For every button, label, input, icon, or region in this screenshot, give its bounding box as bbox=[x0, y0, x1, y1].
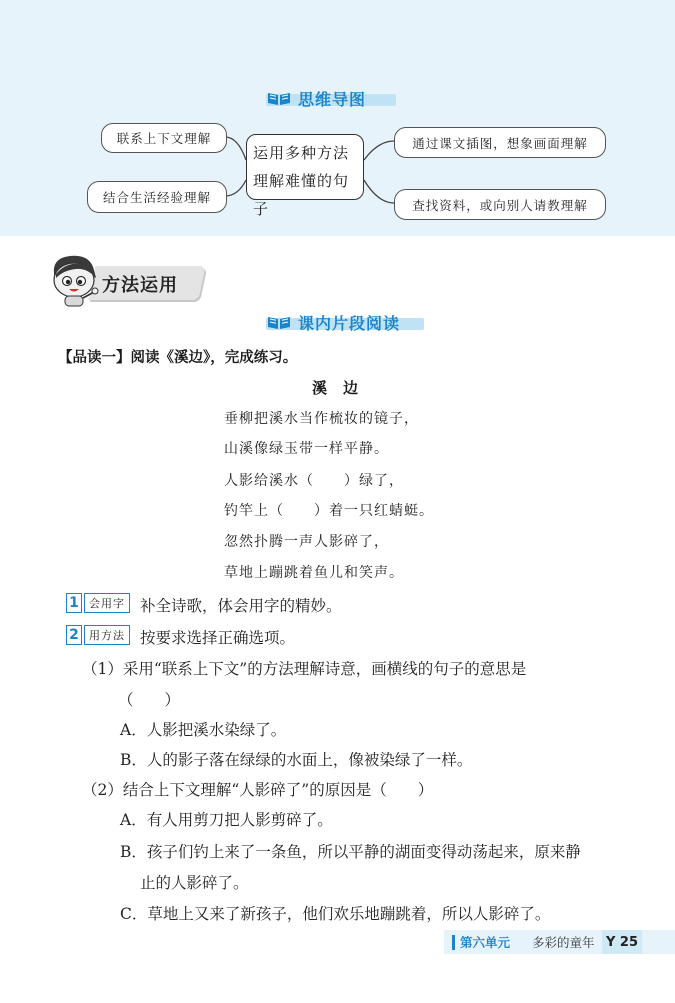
mind-map-center-line: 运用多种方法 bbox=[253, 144, 350, 162]
question-number: 1 bbox=[66, 593, 82, 613]
mind-map-right-node: 通过课文插图，想象画面理解 bbox=[394, 127, 606, 158]
question-tag: 会用字 bbox=[84, 593, 130, 613]
poem-line: 人影给溪水（ ）绿了， bbox=[224, 473, 404, 489]
pindu-instruction: 阅读《溪边》，完成练习。 bbox=[130, 350, 298, 366]
option-a: A．人影把溪水染绿了。 bbox=[120, 721, 287, 739]
page-number: Y 25 bbox=[602, 930, 642, 954]
question-number: 2 bbox=[66, 625, 82, 645]
footer-accent-mark bbox=[452, 935, 455, 950]
option-a: A．有人用剪刀把人影剪碎了。 bbox=[120, 811, 333, 829]
mind-map-left-node: 联系上下文理解 bbox=[101, 123, 227, 153]
question-tag: 用方法 bbox=[84, 625, 130, 645]
option-b: B．孩子们钓上来了一条鱼，所以平静的湖面变得动荡起来，原来静 bbox=[120, 843, 581, 861]
sub-question-2: （2）结合上下文理解“人影碎了”的原因是（ ） bbox=[82, 781, 434, 799]
question-2-marker bbox=[66, 625, 130, 645]
option-b-continued: 止的人影碎了。 bbox=[140, 874, 249, 892]
poem-line: 山溪像绿玉带一样平静。 bbox=[224, 441, 389, 457]
footer-unit: 第六单元 bbox=[460, 935, 511, 950]
pindu-heading bbox=[58, 346, 297, 367]
method-banner-title: 方法运用 bbox=[102, 275, 178, 296]
question-1-text: 补全诗歌，体会用字的精妙。 bbox=[140, 597, 342, 615]
mind-map-center-node bbox=[246, 134, 364, 218]
sub-question-1: （1）采用“联系上下文”的方法理解诗意，画横线的句子的意思是 bbox=[82, 660, 527, 678]
option-c: C．草地上又来了新孩子，他们欢乐地蹦跳着，所以人影碎了。 bbox=[120, 905, 551, 923]
book-icon bbox=[266, 314, 292, 330]
poem-title: 溪边 bbox=[312, 379, 375, 397]
mascot-boy-icon bbox=[46, 252, 104, 308]
mind-map-center-line: 理解难懂的句子 bbox=[253, 172, 350, 218]
reading-section-title: 课内片段阅读 bbox=[266, 312, 400, 332]
mind-map-right-node: 查找资料，或向别人请教理解 bbox=[394, 189, 606, 220]
answer-blank: （ ） bbox=[118, 691, 181, 709]
pindu-label: 【品读一】 bbox=[58, 350, 131, 366]
poem-line: 钓竿上（ ）着一只红蜻蜓。 bbox=[224, 503, 434, 519]
mind-map-left-node: 结合生活经验理解 bbox=[87, 181, 227, 213]
poem-line: 草地上蹦跳着鱼儿和笑声。 bbox=[224, 565, 404, 581]
question-2-text: 按要求选择正确选项。 bbox=[140, 629, 296, 647]
poem-line: 垂柳把溪水当作梳妆的镜子， bbox=[224, 411, 419, 427]
poem-line: 忽然扑腾一声人影碎了， bbox=[224, 534, 389, 550]
question-1-marker bbox=[66, 593, 130, 613]
footer-theme: 多彩的童年 bbox=[532, 935, 595, 950]
mind-map-title: 思维导图 bbox=[266, 88, 366, 108]
option-b: B．人的影子落在绿绿的水面上，像被染绿了一样。 bbox=[120, 751, 473, 769]
